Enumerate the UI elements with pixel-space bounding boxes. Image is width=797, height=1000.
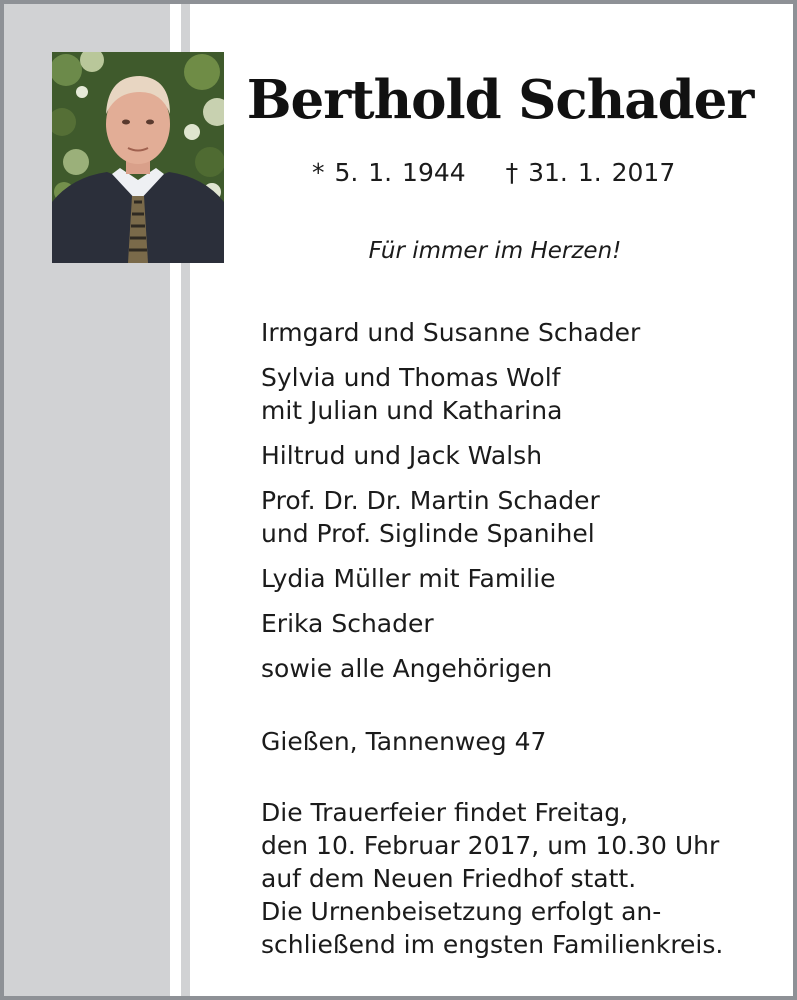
funeral-notice xyxy=(261,796,781,961)
mourner-line: Lydia Müller mit Familie xyxy=(261,564,556,593)
notice-line: Die Trauerfeier findet Freitag, xyxy=(261,798,629,827)
notice-line: schließend im engsten Familienkreis. xyxy=(261,930,724,959)
birth-date: * 5. 1. 1944 xyxy=(312,158,466,187)
mourners-list xyxy=(261,316,781,697)
mourner-line: Sylvia und Thomas Wolf xyxy=(261,363,561,392)
address: Gießen, Tannenweg 47 xyxy=(261,727,547,756)
mourner-entry xyxy=(261,562,781,595)
notice-line: auf dem Neuen Friedhof statt. xyxy=(261,864,637,893)
mourner-line: Hiltrud und Jack Walsh xyxy=(261,441,543,470)
mourner-entry xyxy=(261,361,781,427)
mourner-line: Prof. Dr. Dr. Martin Schader xyxy=(261,486,600,515)
deceased-name: Berthold Schader xyxy=(246,69,754,131)
motto: Für immer im Herzen! xyxy=(368,238,622,264)
mourner-entry xyxy=(261,484,781,550)
mourner-entry xyxy=(261,316,781,349)
mourner-line: mit Julian und Katharina xyxy=(261,396,563,425)
mourner-line: Irmgard und Susanne Schader xyxy=(261,318,641,347)
notice-line: Die Urnenbeisetzung erfolgt an- xyxy=(261,897,662,926)
life-dates xyxy=(312,160,675,185)
mourner-entry xyxy=(261,607,781,640)
mourner-entry xyxy=(261,652,781,685)
mourner-line: sowie alle Angehörigen xyxy=(261,654,553,683)
mourner-line: und Prof. Siglinde Spanihel xyxy=(261,519,595,548)
mourner-line: Erika Schader xyxy=(261,609,434,638)
death-date: † 31. 1. 2017 xyxy=(505,158,676,187)
notice-line: den 10. Februar 2017, um 10.30 Uhr xyxy=(261,831,720,860)
mourner-entry xyxy=(261,439,781,472)
